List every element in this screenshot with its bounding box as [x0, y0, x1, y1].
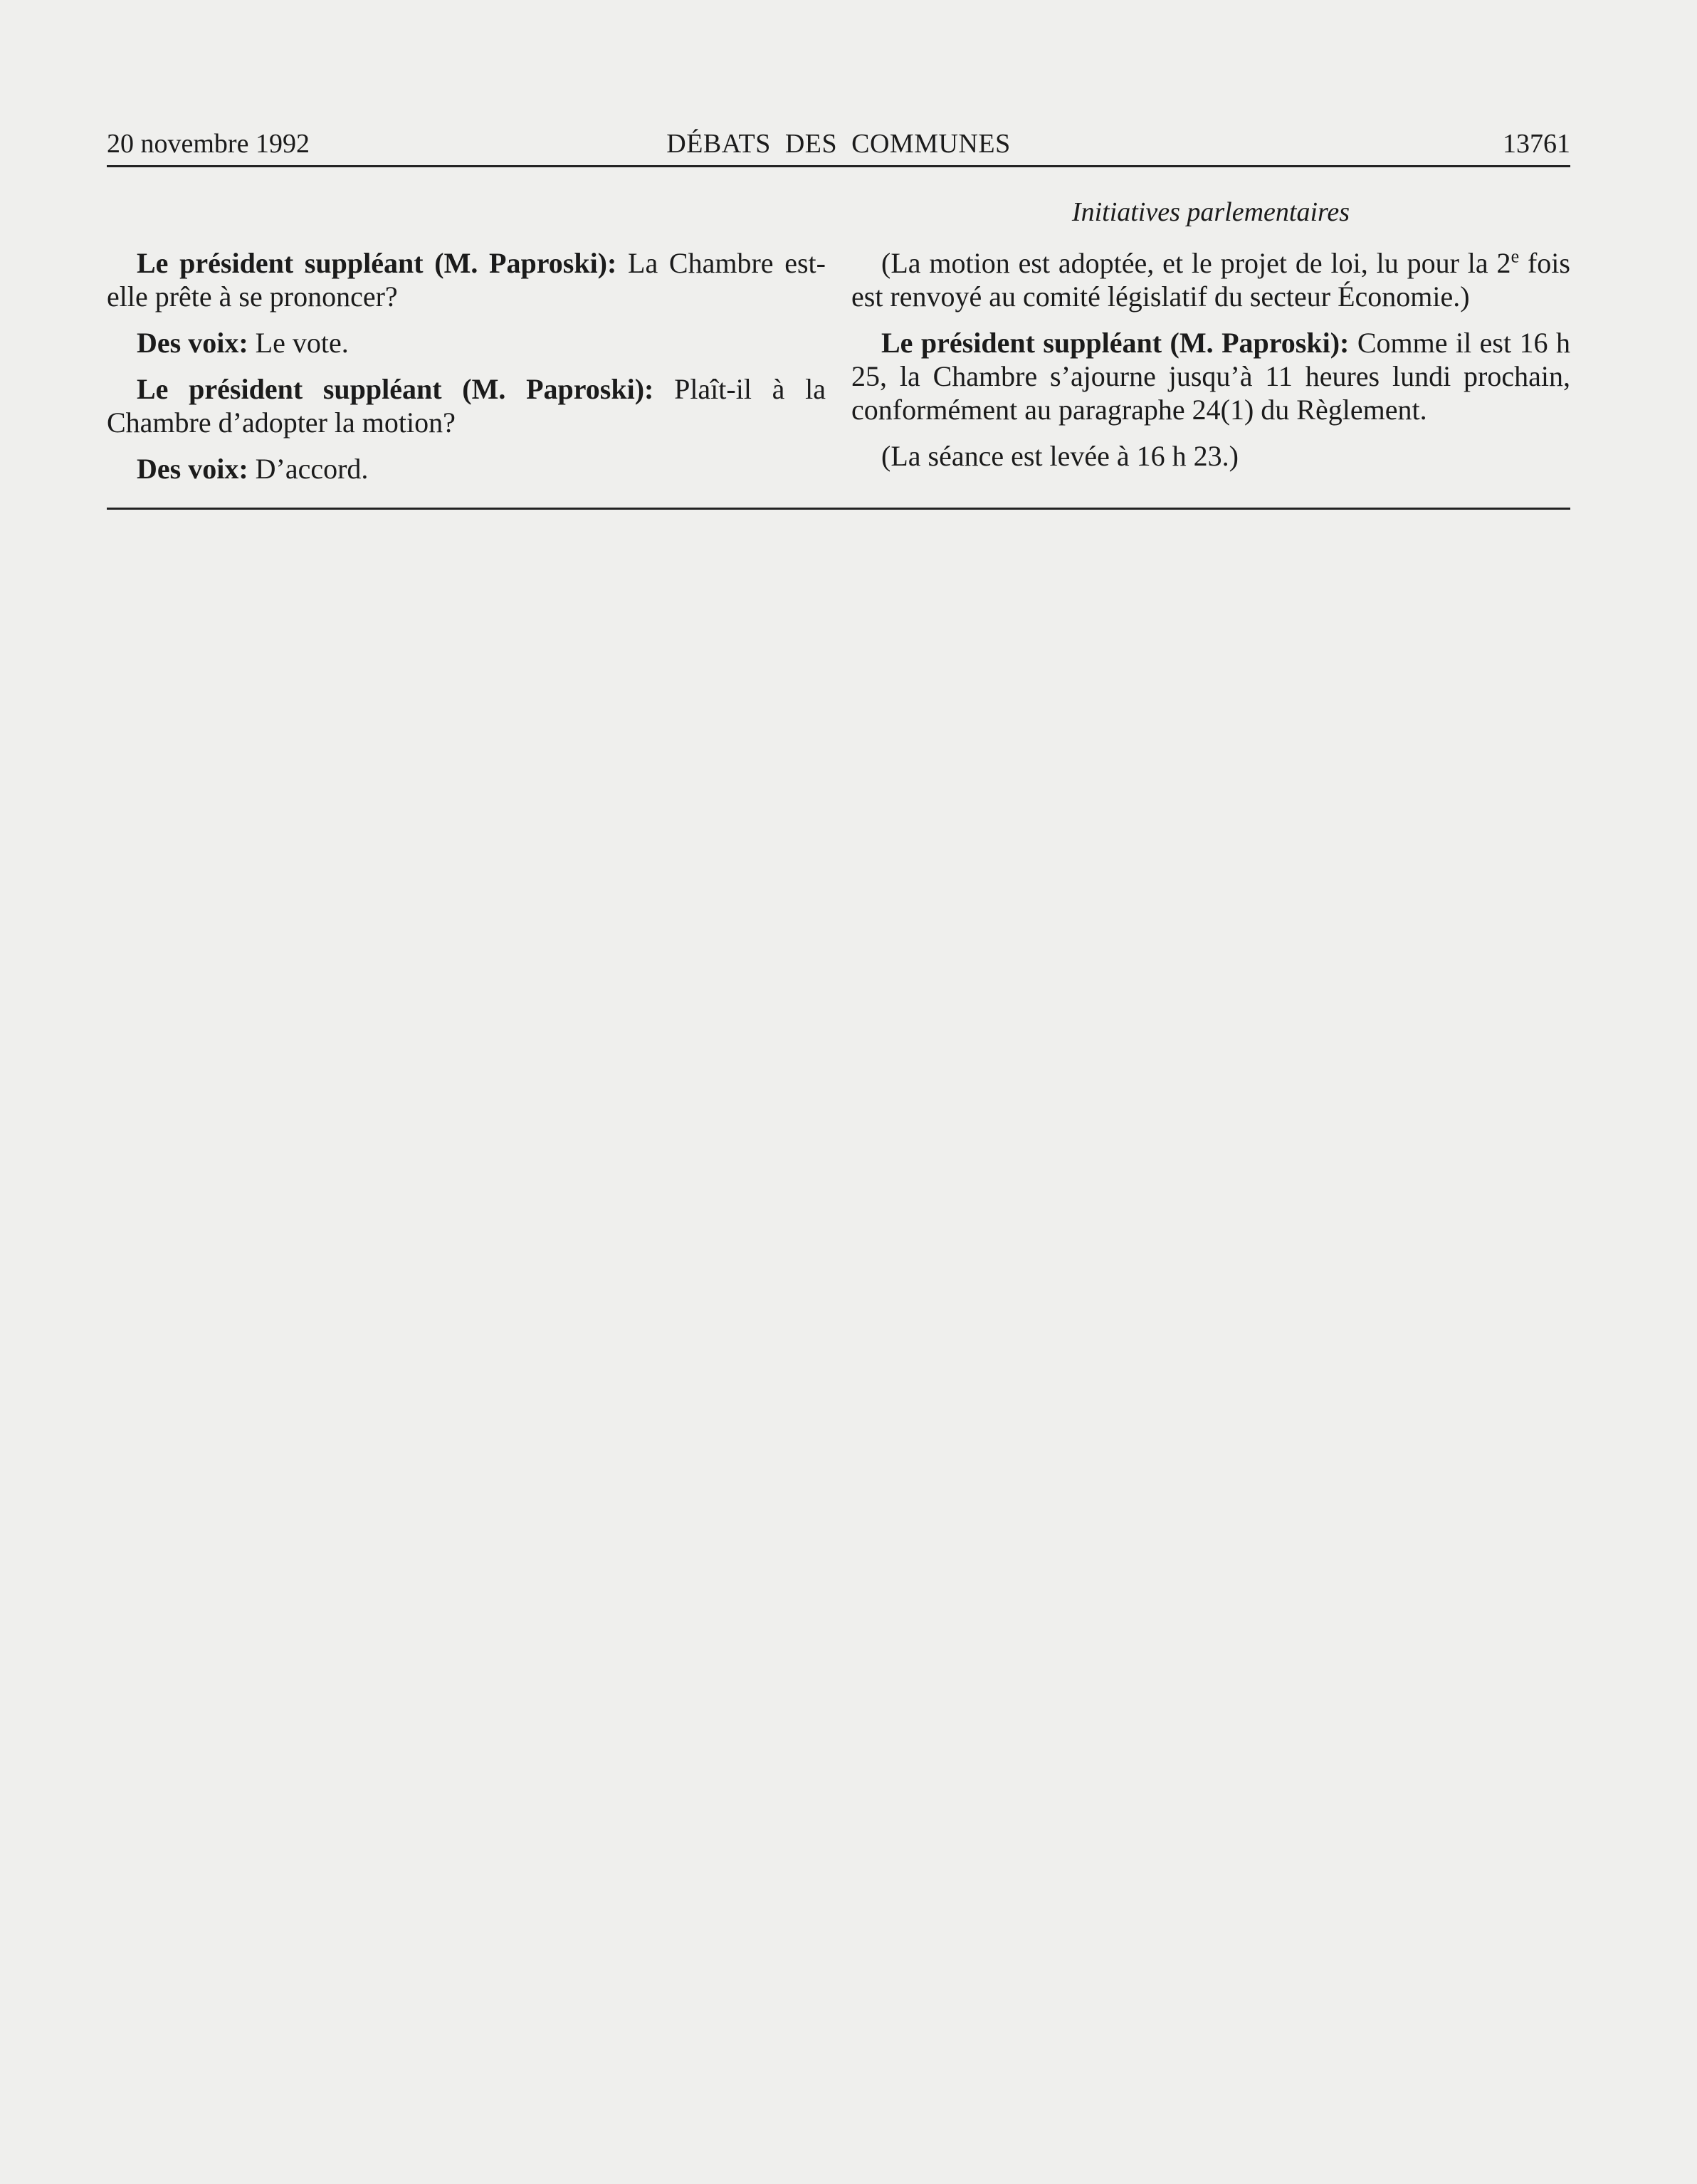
left-column — [107, 246, 826, 498]
paragraph-text: (La motion est adoptée, et le projet de loi, lu pour la 2 — [881, 247, 1511, 279]
speaker-name: Des voix: — [137, 453, 248, 485]
paragraph-text: D’accord. — [248, 453, 369, 485]
content-end-rule — [107, 508, 1570, 510]
paragraph — [107, 246, 826, 313]
section-heading: Initiatives parlementaires — [1071, 197, 1350, 227]
header-title: DÉBATS DES COMMUNES — [666, 129, 1011, 159]
paragraph — [851, 326, 1570, 426]
speaker-name: Des voix: — [137, 327, 248, 359]
speaker-name: Le président suppléant (M. Paproski): — [881, 327, 1350, 359]
paragraph — [107, 326, 826, 359]
paragraph — [851, 439, 1570, 473]
paragraph-text: La Chambre est-elle prête à se prononcer? — [107, 247, 826, 313]
paragraph — [851, 246, 1570, 313]
paragraph-text: Comme il est 16 h 25, la Chambre s’ajourne jusqu’à 11 heures lundi prochain, conformément au paragraphe 24(1) du Règlement. — [851, 327, 1570, 426]
paragraph-text: Plaît-il à la Chambre d’adopter la motion? — [107, 373, 826, 439]
page-header — [107, 122, 1570, 165]
header-page-number: 13761 — [1503, 129, 1570, 159]
paragraph-text: (La séance est levée à 16 h 23.) — [881, 440, 1239, 472]
paragraph-text: fois est renvoyé au comité législatif du secteur Économie.) — [851, 247, 1570, 313]
superscript: e — [1511, 246, 1520, 267]
paragraph-text: Le vote. — [248, 327, 349, 359]
right-column — [851, 246, 1570, 485]
speaker-name: Le président suppléant (M. Paproski): — [137, 247, 617, 279]
paragraph — [107, 452, 826, 485]
paragraph — [107, 372, 826, 439]
header-date: 20 novembre 1992 — [107, 129, 310, 159]
speaker-name: Le président suppléant (M. Paproski): — [137, 373, 654, 405]
header-rule — [107, 165, 1570, 167]
